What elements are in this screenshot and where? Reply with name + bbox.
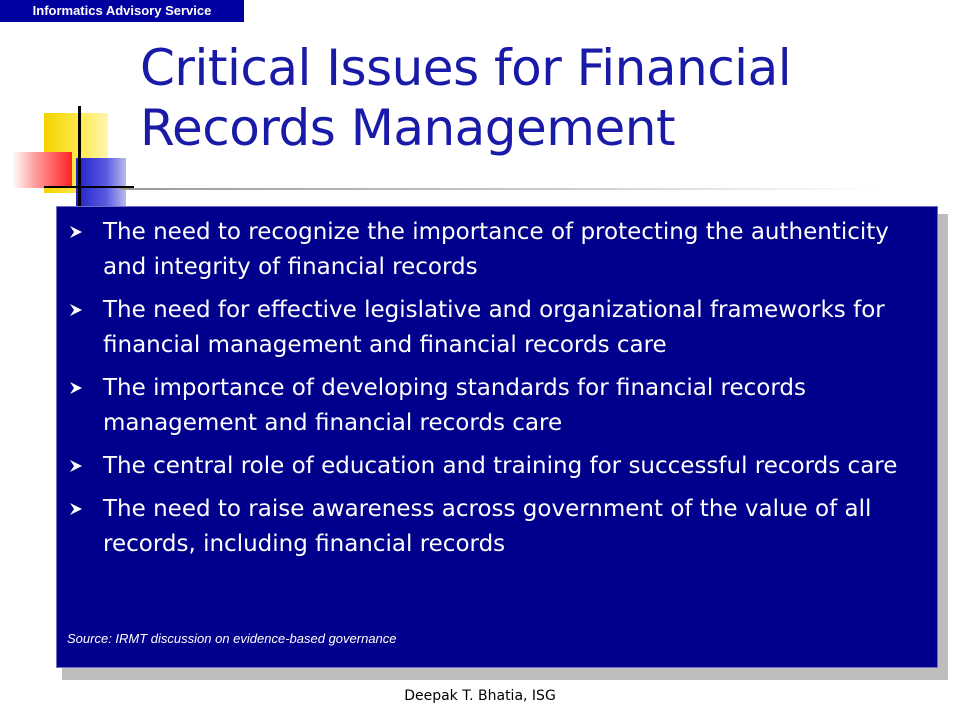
bullet-text: The need to raise awareness across government of the value of all records, including financial records bbox=[103, 496, 872, 557]
list-item bbox=[57, 371, 937, 441]
bullet-text: The importance of developing standards for financial records management and financial records care bbox=[103, 375, 807, 436]
logo-red-block bbox=[12, 152, 72, 188]
slide-title: Critical Issues for Financial Records Management bbox=[140, 39, 792, 157]
bullet-text: The need to recognize the importance of protecting the authenticity and integrity of financial records bbox=[103, 219, 889, 280]
logo-vertical-line bbox=[78, 106, 81, 218]
source-note: Source: IRMT discussion on evidence-based governance bbox=[67, 631, 397, 646]
bullet-text: The need for effective legislative and organizational frameworks for financial management and financial records care bbox=[103, 297, 885, 358]
list-item bbox=[57, 293, 937, 363]
content-panel bbox=[56, 206, 938, 668]
arrow-bullet-icon bbox=[69, 502, 83, 516]
arrow-bullet-icon bbox=[69, 225, 83, 239]
bullet-text: The central role of education and training for successful records care bbox=[103, 453, 898, 479]
list-item bbox=[57, 215, 937, 285]
footer-author: Deepak T. Bhatia, ISG bbox=[404, 688, 556, 704]
bullet-list bbox=[57, 215, 937, 570]
title-underline-rule bbox=[120, 188, 880, 190]
list-item bbox=[57, 449, 937, 484]
arrow-bullet-icon bbox=[69, 303, 83, 317]
arrow-bullet-icon bbox=[69, 381, 83, 395]
arrow-bullet-icon bbox=[69, 459, 83, 473]
org-badge: Informatics Advisory Service bbox=[0, 0, 244, 22]
list-item bbox=[57, 492, 937, 562]
